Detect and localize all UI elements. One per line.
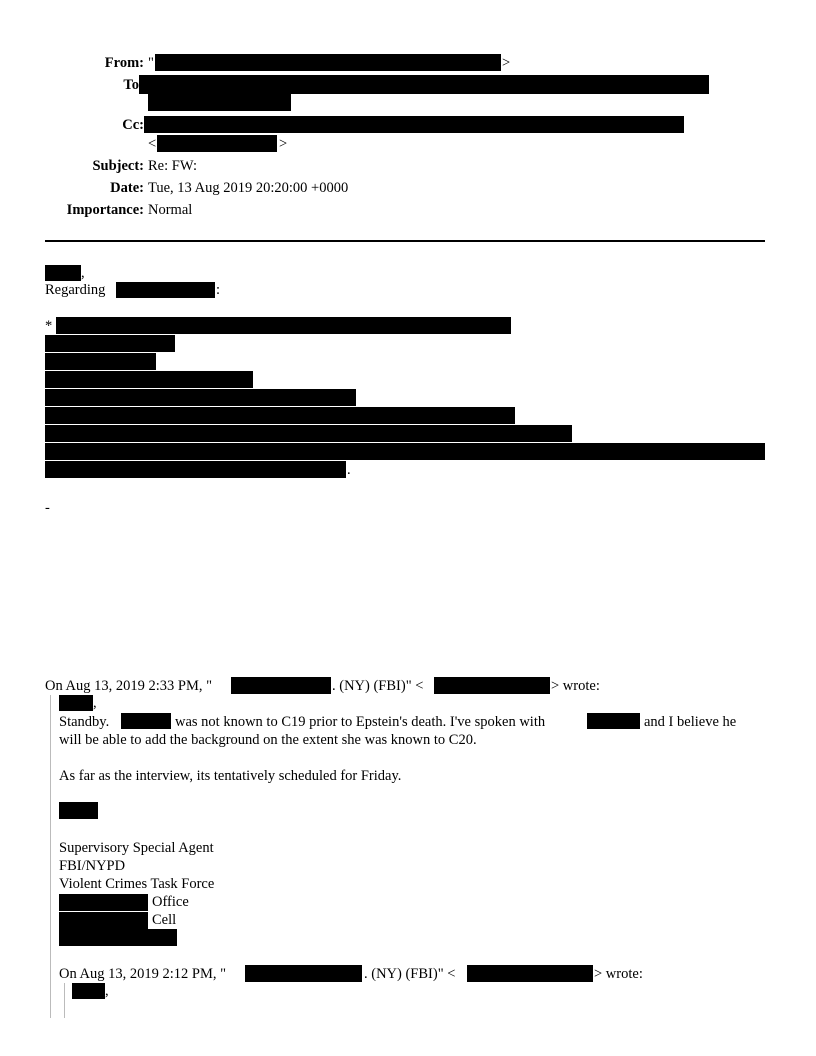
regarding-text: Regarding bbox=[45, 282, 106, 298]
greeting-comma: , bbox=[81, 265, 85, 281]
from-close-bracket: > bbox=[502, 55, 511, 71]
signature-title: Supervisory Special Agent bbox=[59, 840, 214, 856]
quote1-attribution-mid: . (NY) (FBI)" < bbox=[332, 678, 424, 694]
redaction-from-name bbox=[155, 54, 501, 71]
to-label: To bbox=[123, 77, 139, 93]
quote2-wrote: > wrote: bbox=[594, 966, 643, 982]
redaction-quote1-email bbox=[434, 677, 550, 694]
redaction-to-line1 bbox=[139, 75, 709, 94]
quote1-p1-a: Standby. bbox=[59, 714, 110, 730]
redaction-signature-line bbox=[59, 929, 177, 946]
redaction-cc-line1 bbox=[144, 116, 684, 133]
redaction-cc-line2 bbox=[157, 135, 277, 152]
redaction-office-phone bbox=[59, 894, 148, 911]
signature-office: Office bbox=[152, 894, 189, 910]
from-open-quote: " bbox=[148, 55, 154, 71]
subject-label: Subject: bbox=[92, 158, 144, 174]
quote1-bar bbox=[50, 695, 51, 1018]
body-dash: - bbox=[45, 500, 50, 516]
quote1-p1-d: will be able to add the background on the extent she was known to C20. bbox=[59, 732, 477, 748]
redaction-body-line3 bbox=[45, 353, 156, 370]
bullet-asterisk: * bbox=[45, 318, 53, 334]
redaction-body-line2 bbox=[45, 335, 175, 352]
signature-cell: Cell bbox=[152, 912, 177, 928]
quote2-greeting-comma: , bbox=[105, 983, 109, 999]
header-divider bbox=[45, 240, 765, 242]
redaction-cell-phone bbox=[59, 912, 148, 929]
importance-value: Normal bbox=[148, 202, 193, 218]
redaction-body-line6 bbox=[45, 407, 515, 424]
redaction-body-line7 bbox=[45, 425, 572, 442]
body-period: . bbox=[347, 462, 351, 478]
redaction-to-line2 bbox=[148, 94, 291, 111]
redaction-quote2-sender bbox=[245, 965, 362, 982]
redaction-greeting-name bbox=[45, 265, 81, 281]
quote1-attribution-prefix: On Aug 13, 2019 2:33 PM, " bbox=[45, 678, 213, 694]
redaction-quote2-greeting bbox=[72, 983, 105, 999]
redaction-body-line9 bbox=[45, 461, 346, 478]
redaction-regarding-subject bbox=[116, 282, 215, 298]
cc-label: Cc: bbox=[122, 117, 144, 133]
quote2-attribution-mid: . (NY) (FBI)" < bbox=[364, 966, 456, 982]
redaction-quote1-p1-name2 bbox=[587, 713, 640, 729]
redaction-body-line8 bbox=[45, 443, 765, 460]
redaction-quote1-signoff bbox=[59, 802, 98, 819]
date-label: Date: bbox=[110, 180, 144, 196]
quote2-bar bbox=[64, 983, 65, 1018]
redaction-quote2-email bbox=[467, 965, 593, 982]
redaction-body-line4 bbox=[45, 371, 253, 388]
quote1-p1-c: and I believe he bbox=[644, 714, 737, 730]
importance-label: Importance: bbox=[66, 202, 144, 218]
redaction-quote1-sender bbox=[231, 677, 331, 694]
quote1-p1-b: was not known to C19 prior to Epstein's death. I've spoken with bbox=[175, 714, 546, 730]
quote1-greeting-comma: , bbox=[93, 695, 97, 711]
quote2-attribution-prefix: On Aug 13, 2019 2:12 PM, " bbox=[59, 966, 227, 982]
subject-value: Re: FW: bbox=[148, 158, 198, 174]
redaction-body-line5 bbox=[45, 389, 356, 406]
cc-open-bracket: < bbox=[148, 136, 157, 152]
from-label: From: bbox=[104, 55, 144, 71]
signature-org: FBI/NYPD bbox=[59, 858, 126, 874]
redaction-quote1-p1-name1 bbox=[121, 713, 171, 729]
regarding-colon: : bbox=[216, 282, 221, 298]
date-value: Tue, 13 Aug 2019 20:20:00 +0000 bbox=[148, 180, 349, 196]
cc-close-bracket: > bbox=[279, 136, 288, 152]
redaction-quote1-greeting bbox=[59, 695, 93, 711]
quote1-wrote: > wrote: bbox=[551, 678, 600, 694]
signature-unit: Violent Crimes Task Force bbox=[59, 876, 215, 892]
redaction-body-line1 bbox=[56, 317, 511, 334]
quote1-p2: As far as the interview, its tentatively scheduled for Friday. bbox=[59, 768, 402, 784]
